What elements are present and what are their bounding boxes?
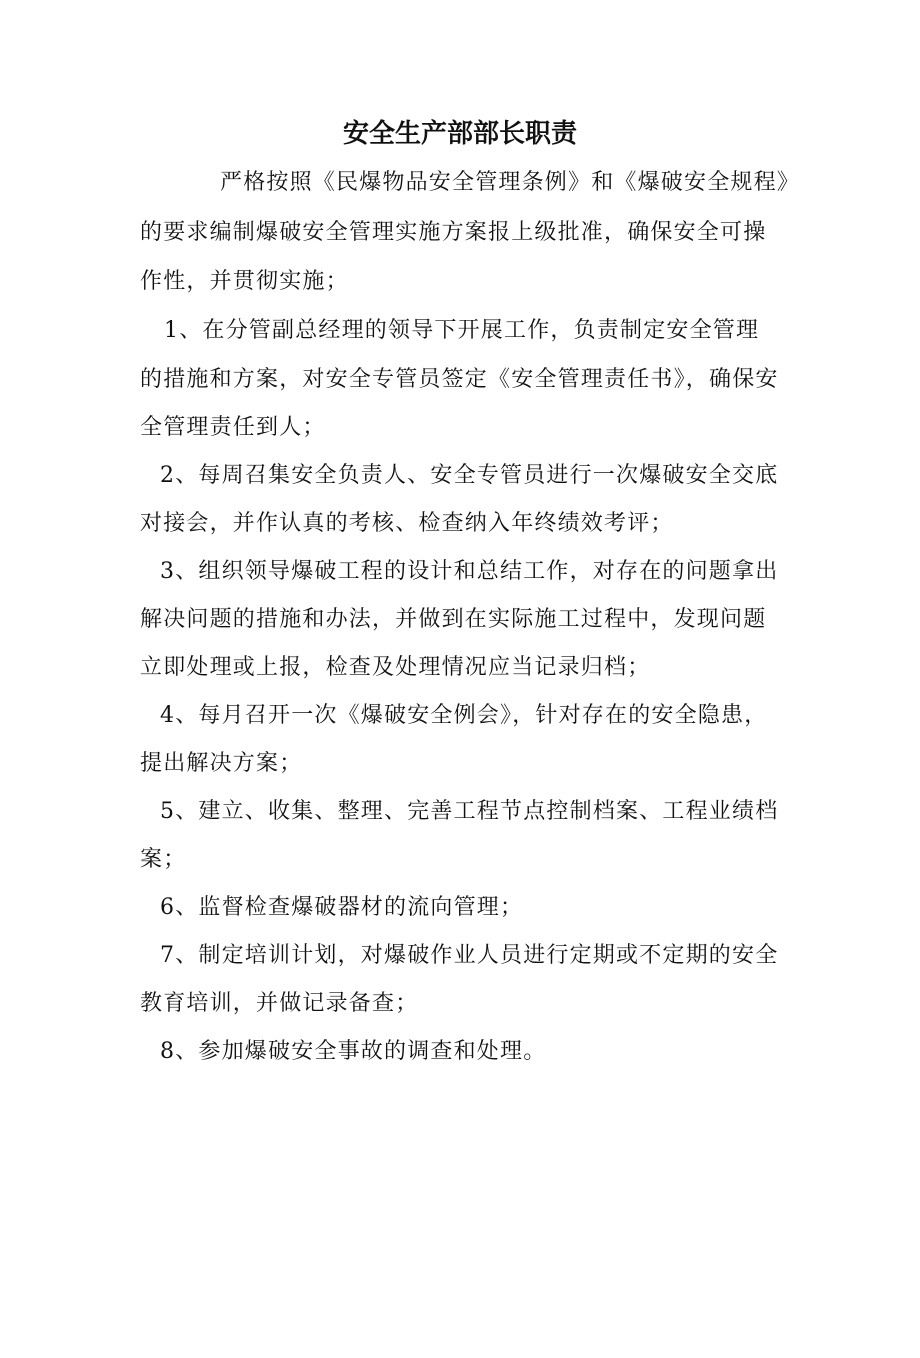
body-line: 作性，并贯彻实施； (140, 269, 349, 294)
body-line: 全管理责任到人； (140, 415, 326, 440)
duty-item-3: 3、组织领导爆破工程的设计和总结工作，对存在的问题拿出 (160, 559, 779, 584)
duty-item-1: 1、在分管副总经理的领导下开展工作，负责制定安全管理 (164, 318, 760, 343)
body-line: 教育培训，并做记录备查； (140, 991, 419, 1016)
body-line: 的措施和方案，对安全专管员签定《安全管理责任书》，确保安 (140, 367, 779, 392)
body-line: 解决问题的措施和办法，并做到在实际施工过程中，发现问题 (140, 607, 767, 632)
duty-item-2: 2、每周召集安全负责人、安全专管员进行一次爆破安全交底 (160, 463, 779, 488)
duty-item-8: 8、参加爆破安全事故的调查和处理。 (160, 1039, 547, 1064)
body-line: 立即处理或上报，检查及处理情况应当记录归档； (140, 655, 651, 680)
body-line: 严格按照《民爆物品安全管理条例》和《爆破安全规程》 (220, 170, 801, 195)
body-line: 对接会，并作认真的考核、检查纳入年终绩效考评； (140, 511, 674, 536)
document-title: 安全生产部部长职责 (342, 119, 577, 149)
duty-item-6: 6、监督检查爆破器材的流向管理； (160, 895, 524, 920)
body-line: 的要求编制爆破安全管理实施方案报上级批准，确保安全可操 (140, 220, 767, 245)
duty-item-7: 7、制定培训计划，对爆破作业人员进行定期或不定期的安全 (160, 943, 779, 968)
body-line: 案； (140, 847, 187, 872)
duty-item-5: 5、建立、收集、整理、完善工程节点控制档案、工程业绩档 (160, 799, 779, 824)
duty-item-4: 4、每月召开一次《爆破安全例会》，针对存在的安全隐患， (160, 703, 768, 728)
body-line: 提出解决方案； (140, 751, 303, 776)
